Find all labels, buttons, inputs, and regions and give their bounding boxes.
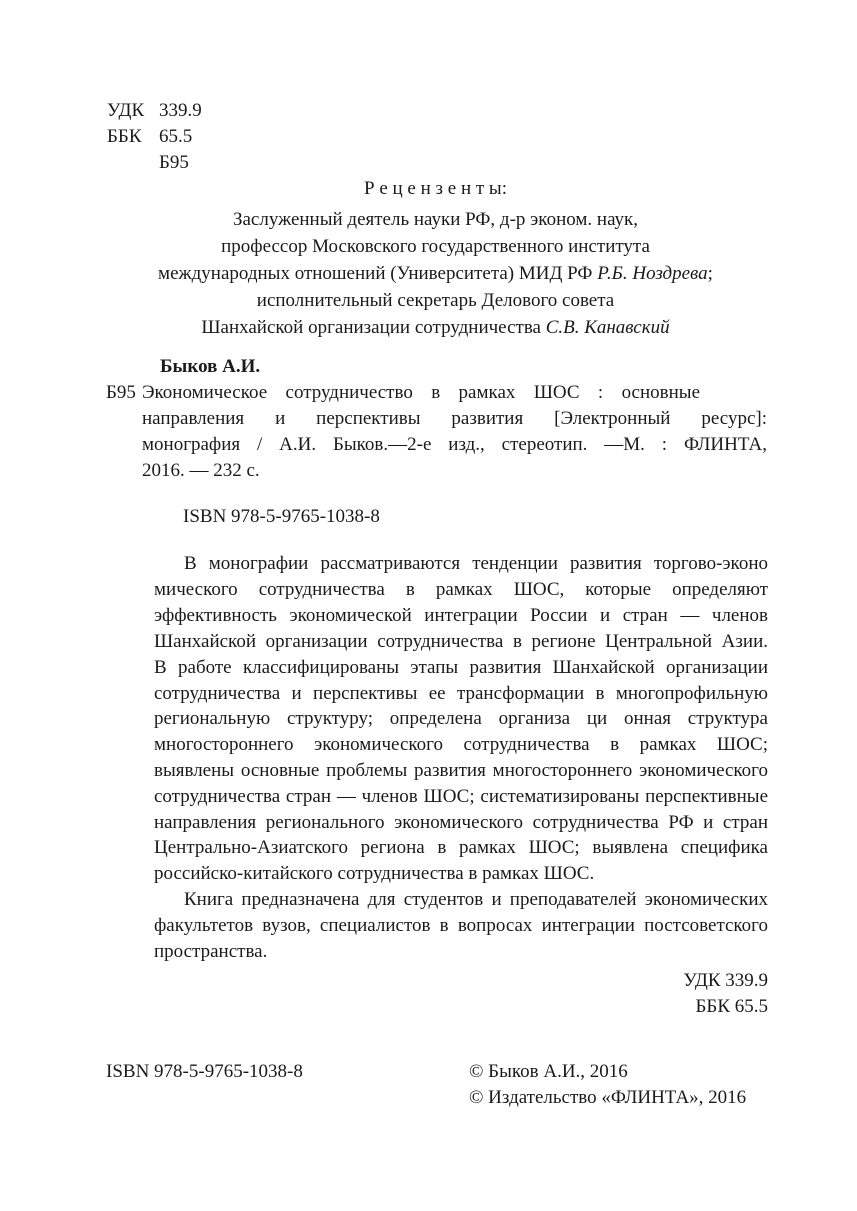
book-description-line: 2016. — 232 с. xyxy=(142,460,260,481)
abstract-line: региональную структуру; определена организа ци онная структура xyxy=(154,708,768,729)
bbk-right: ББК 65.5 xyxy=(695,996,768,1017)
reviewers-line: Заслуженный деятель науки РФ, д-р эконом. наук, xyxy=(232,209,639,230)
reviewers-line-with-name xyxy=(0,316,857,340)
abstract-line: В монографии рассматриваются тенденции развития торгово-эконо xyxy=(184,553,768,574)
copyright-author: © Быков А.И., 2016 xyxy=(469,1061,628,1082)
abstract-line: мического сотрудничества в рамках ШОС, которые определяют xyxy=(154,579,768,600)
abstract-line: Центрально-Азиатского региона в рамках ШОС; выявлена специфика xyxy=(154,837,768,858)
bbk-value: 65.5 xyxy=(159,126,193,147)
abstract-line: российско-китайского сотрудничества в рамках ШОС. xyxy=(154,863,595,884)
reviewers-heading: Р е ц е н з е н т ы: xyxy=(364,178,507,199)
udk-right: УДК 339.9 xyxy=(683,970,768,991)
reviewers-line: Шанхайской организации сотрудничества xyxy=(201,317,546,338)
abstract-line: сотрудничества стран — членов ШОС; систематизированы перспективные xyxy=(154,786,768,807)
abstract-line: направления регионального экономического сотрудничества РФ и стран xyxy=(154,812,768,833)
bbk-label: ББК xyxy=(107,126,142,147)
reviewers-line: профессор Московского государственного института xyxy=(221,236,650,257)
abstract-line: сотрудничества и перспективы ее трансформации в многопрофильную xyxy=(154,683,768,704)
book-description-line: монография / А.И. Быков.—2-е изд., стереотип. —М. : ФЛИНТА, xyxy=(142,434,767,455)
abstract-line: Шанхайской организации сотрудничества в регионе Центральной Азии. xyxy=(154,631,768,652)
reviewers-line-with-name xyxy=(0,262,857,286)
abstract-line: эффективность экономической интеграции России и стран — членов xyxy=(154,605,768,626)
abstract-line: Книга предназначена для студентов и преподавателей экономических xyxy=(184,889,768,910)
footer-isbn: ISBN 978-5-9765-1038-8 xyxy=(106,1061,303,1082)
book-author: Быков А.И. xyxy=(160,356,261,377)
book-mark: Б95 xyxy=(106,382,136,403)
book-description-line: направления и перспективы развития [Электронный ресурс]: xyxy=(142,408,767,429)
reviewer-name: С.В. Канавский xyxy=(545,317,670,338)
abstract-line: В работе классифицированы этапы развития Шанхайской организации xyxy=(154,657,768,678)
author-mark: Б95 xyxy=(159,152,189,173)
book-isbn: ISBN 978-5-9765-1038-8 xyxy=(183,506,380,527)
reviewers-line: международных отношений (Университета) МИД РФ xyxy=(158,263,598,284)
copyright-publisher: © Издательство «ФЛИНТА», 2016 xyxy=(469,1087,747,1108)
reviewer-name: Р.Б. Ноздрева xyxy=(597,263,708,284)
book-description-line: Экономическое сотрудничество в рамках ШОС : основные xyxy=(142,382,700,403)
abstract-line: факультетов вузов, специалистов в вопросах интеграции постсоветского xyxy=(154,915,768,936)
reviewers-line: исполнительный секретарь Делового совета xyxy=(256,290,615,311)
abstract-line: многостороннего экономического сотрудничества в рамках ШОС; xyxy=(154,734,768,755)
abstract-line: пространства. xyxy=(154,941,268,962)
abstract-line: выявлены основные проблемы развития многостороннего экономического xyxy=(154,760,768,781)
punctuation: ; xyxy=(707,263,713,284)
udk-label: УДК xyxy=(107,100,145,121)
udk-value: 339.9 xyxy=(159,100,202,121)
